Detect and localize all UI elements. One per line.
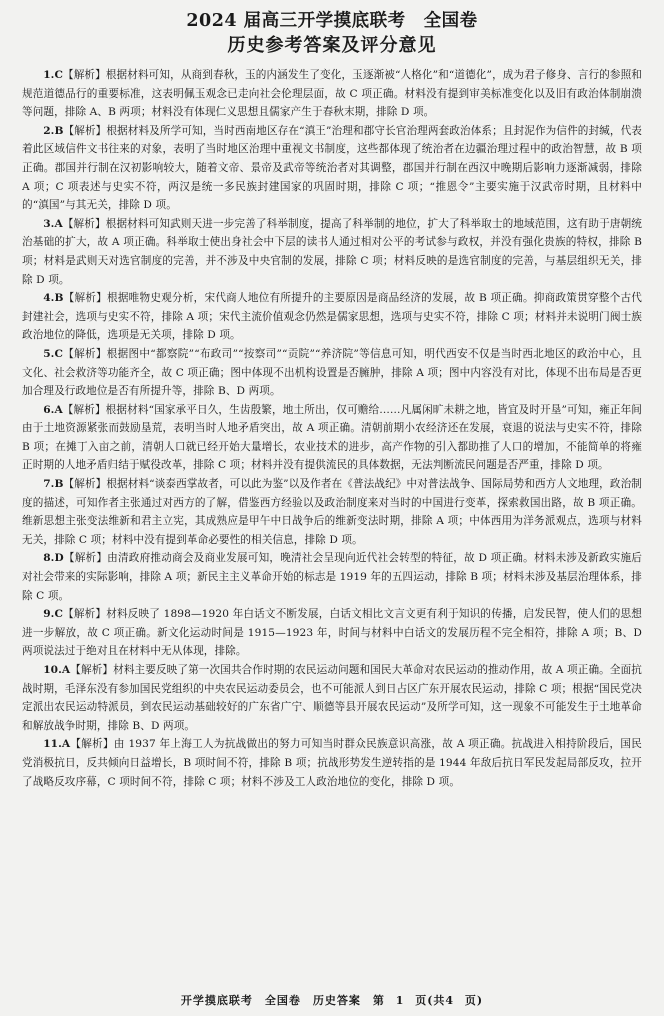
answer-item-11	[22, 735, 642, 791]
item-text: 【解析】根据材料“谈泰西掌故者，可以此为鉴”以及作者在《普法战纪》中对普法战争、国际局势和西方人文地理，政治制度的描述，可知作者主张通过对西方的了解，借鉴西方经验以及政治制度来对当时的中国进行变革，探索救国出路，故 B 项正确。维新思想主张变法维新和君主立宪，其成熟应是甲午中日战争后的维新变法时期，排除 A 项；中体西用为洋务派观点，选项与材料无关，排除 C 项；材料中没有提到革命必要性的相关信息，排除 D 项。	[22, 478, 642, 546]
answer-item-5	[22, 345, 642, 401]
item-number: 6.	[43, 403, 55, 416]
answer-item-7	[22, 475, 642, 549]
answer-item-1	[22, 66, 642, 122]
item-number: 3.	[43, 217, 55, 230]
item-answer: C	[54, 69, 63, 81]
item-text: 【解析】根据材料及所学可知，当时西南地区存在“滇王”治理和郡守长官治理两套政治体系；且封泥作为信件的封缄，代表着此区域信件文书往来的对象，表明了当时地区治理中重视文书制度，这些都体现了统治者在边疆治理过程中的政治智慧，故 B 项正确。郡国并行制在汉初影响较大，随着文帝、景帝及武帝等统治者对其调整，郡国并行制在西汉中晚期后影响力逐渐减弱，排除 A 项；C 项表述与史实不符，两汉是统一多民族封建国家的巩固时期，排除 C 项；“推恩令”主要实施于汉武帝时期，且材料中的“滇国”与其无关，排除 D 项。	[22, 124, 642, 212]
item-answer: A	[54, 217, 63, 230]
item-text: 【解析】材料主要反映了第一次国共合作时期的农民运动问题和国民大革命对农民运动的推动作用，故 A 项正确。全面抗战时期，毛泽东没有参加国民党组织的中央农民运动委员会，也不可能派人到日占区广东开展农民运动，排除 C 项；根据“国民党决定派出农民运动特派员，到农民运动基础较好的广东省广宁、顺德等县开展农民运动”及所学可知，这一现象不可能发生于土地革命和解放战争时期，排除 B、D 两项。	[22, 664, 642, 732]
item-number: 10.	[43, 664, 62, 676]
item-answer: C	[54, 608, 63, 621]
item-answer: B	[54, 478, 64, 491]
item-answer: A	[54, 403, 63, 416]
answer-item-2	[22, 122, 642, 215]
item-answer: B	[54, 124, 64, 137]
answer-item-6	[22, 401, 642, 475]
item-answer: D	[54, 552, 64, 565]
item-text: 【解析】由清政府推动商会及商业发展可知，晚清社会呈现向近代社会转型的特征，故 D 项正确。材料未涉及新政实施后对社会带来的实际影响，排除 A 项；新民主主义革命开始的标志是 1919 年的五四运动，排除 B 项；材料未涉及基层治理体系，排除 C 项。	[22, 552, 642, 602]
page-title: 2024 届高三开学摸底联考 全国卷	[186, 11, 478, 31]
item-number: 2.	[43, 124, 55, 137]
answer-list	[22, 66, 642, 791]
item-answer: B	[54, 292, 64, 305]
item-number: 9.	[43, 608, 55, 621]
answer-item-10	[22, 661, 642, 735]
answer-item-8	[22, 549, 642, 605]
item-text: 【解析】根据图中“都察院”“布政司”“按察司”“贡院”“养济院”等信息可知，明代西安不仅是当时西北地区的政治中心，且文化、社会救济等功能齐全，故 C 项正确；图中体现不出机构设置是否臃肿，排除 A 项；图中内容没有对比，体现不出布局是否更加合理及行政地位是否有所提升等，排除 B、D 两项。	[22, 347, 642, 398]
item-text: 【解析】材料反映了 1898—1920 年白话文不断发展，白话文相比文言文更有利于知识的传播，启发民智，使人们的思想进一步解放，故 C 项正确。新文化运动时间是 1915—1923 年，时间与材料中白话文的发展历程不完全相符，排除 A 项；B、D 两项说法过于绝对且在材料中无从体现，排除。	[22, 608, 642, 658]
answer-item-4	[22, 289, 642, 345]
item-text: 【解析】根据唯物史观分析，宋代商人地位有所提升的主要原因是商品经济的发展，故 B 项正确。抑商政策贯穿整个古代封建社会，选项与史实不符，排除 A 项；宋代主流价值观念仍然是儒家思想，选项与史实不符，排除 C 项；材料并未说明门阀士族政治地位的降低，选项是无关项，排除 D 项。	[22, 292, 642, 342]
item-number: 5.	[43, 347, 55, 360]
answer-item-9	[22, 605, 642, 661]
item-text: 【解析】根据材料可知，从商到春秋，玉的内涵发生了变化，玉逐渐被“人格化”和“道德化”，成为君子修身、言行的参照和规范道德品行的重要标准，这表明佩玉观念已走向社会伦理层面，故 C 项正确。材料没有提到审美标准变化以及旧有政治体制崩溃等问题，排除 A、B 两项；材料没有体现仁义思想且儒家产生于春秋末期，排除 D 项。	[22, 69, 642, 119]
item-number: 4.	[43, 292, 55, 305]
page-footer: 开学摸底联考 全国卷 历史答案 第 1 页(共4 页)	[180, 994, 484, 1007]
answer-item-3	[22, 215, 642, 289]
item-text: 【解析】由 1937 年上海工人为抗战做出的努力可知当时群众民族意识高涨，故 A 项正确。抗战进入相持阶段后，国民党消极抗日，反共倾向日益增长，B 项时间不符，排除 B 项；抗战形势发生逆转指的是 1944 年敌后抗日军民发起局部反攻，拉开了战略反攻序幕，C 项时间不符，排除 C 项；材料不涉及工人政治地位的变化，排除 D 项。	[22, 738, 642, 788]
item-number: 1.	[43, 69, 55, 81]
item-answer: C	[54, 347, 63, 360]
item-answer: A	[61, 738, 71, 751]
item-text: 【解析】根据材料“国家承平日久，生齿殷繁，地土所出，仅可赡给……凡属闲旷未耕之地，皆宜及时开垦”可知，雍正年间由于土地资源紧张而鼓励垦荒，表明当时人地矛盾突出，故 A 项正确。清朝前期小农经济还在发展，衰退的说法与史实不符，排除 B 项；在摊丁入亩之前，清朝人口就已经开始大量增长，农业技术的进步，高产作物的引入都助推了人口的增加，不能简单的将雍正时期的人地矛盾归结于赋役改革，排除 C 项；材料并没有提供流民的具体数据，无法判断流民问题是否严重，排除 D 项。	[22, 403, 642, 472]
item-number: 7.	[43, 478, 55, 491]
item-number: 8.	[43, 552, 55, 565]
page-subtitle: 历史参考答案及评分意见	[227, 35, 437, 56]
item-text: 【解析】根据材料可知武则天进一步完善了科举制度，提高了科举制的地位，扩大了科举取士的地域范围，这有助于唐朝统治基础的扩大，故 A 项正确。科举取士使出身社会中下层的读书人通过相对公平的考试参与政权，并没有强化贵族的特权，排除 B 项；材料是武则天对选官制度的完善，并不涉及中央官制的发展，排除 C 项；材料反映的是选官制度的完善，与基层组织无关，排除 D 项。	[22, 217, 642, 286]
item-answer: A	[61, 664, 71, 676]
item-number: 11.	[43, 738, 62, 751]
